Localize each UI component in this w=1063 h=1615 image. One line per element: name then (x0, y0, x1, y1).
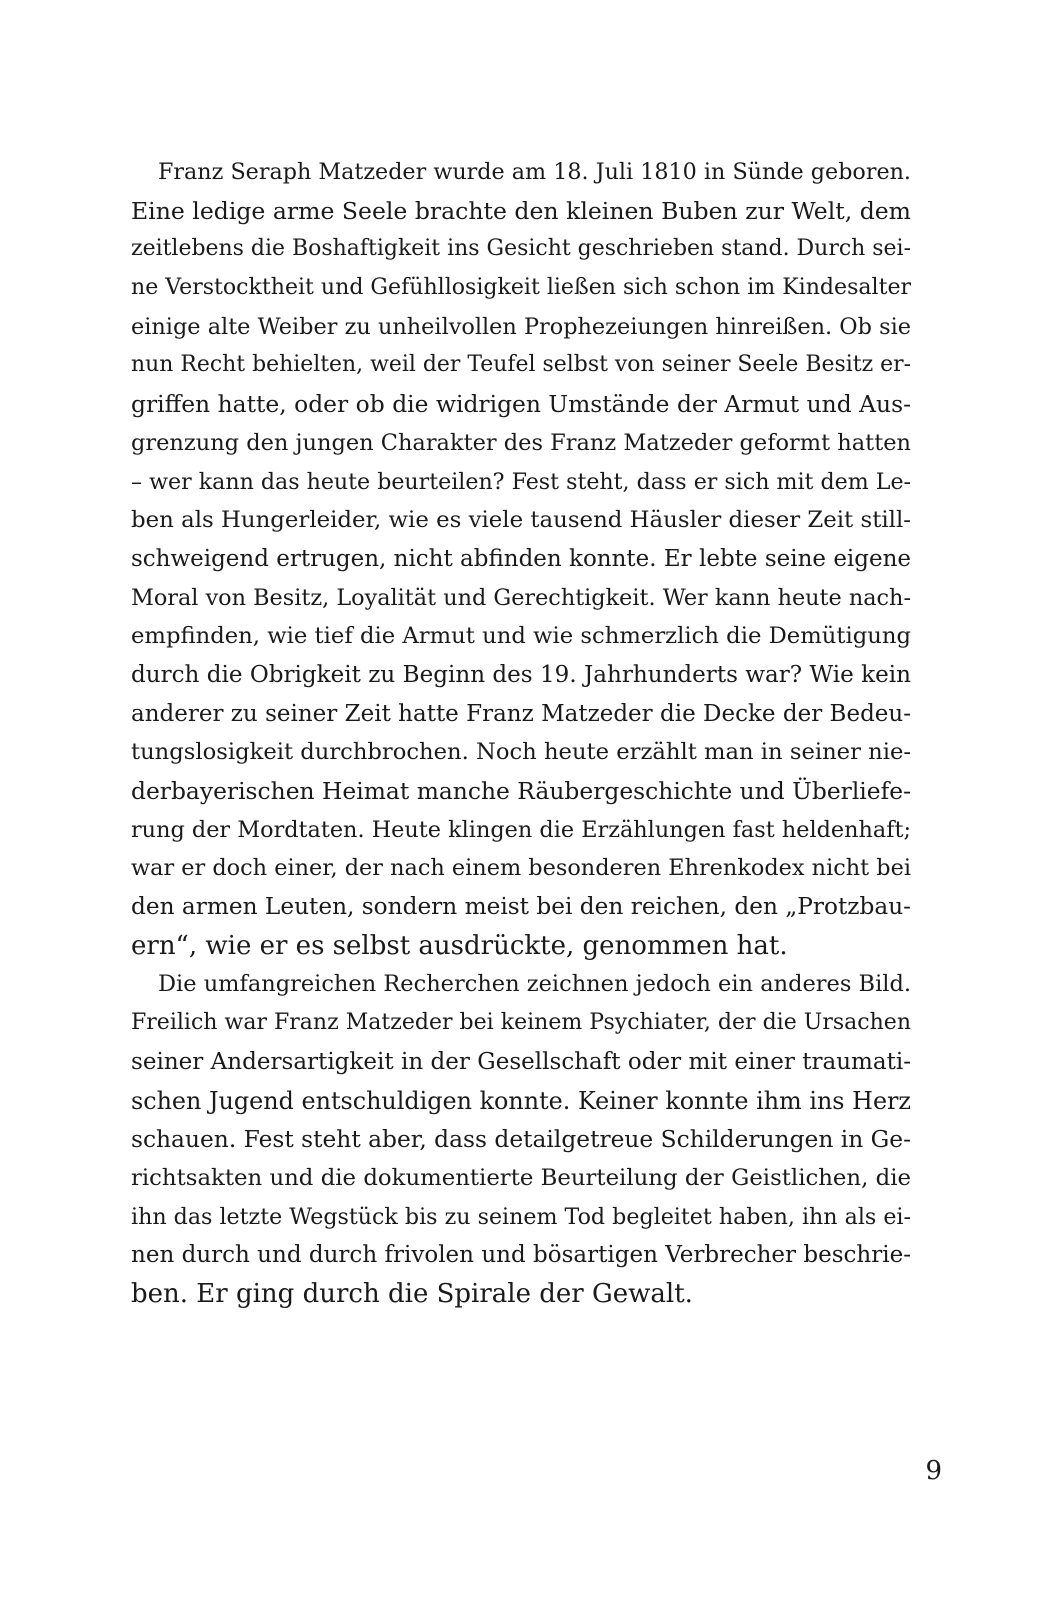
page-number: 9 (925, 1456, 942, 1486)
text-line: empfinden, wie tief die Armut und wie schmerzlich die Demütigung (131, 623, 911, 650)
text-line: rung der Mordtaten. Heute klingen die Erzählungen fast heldenhaft; (131, 816, 911, 843)
text-line: nen durch und durch frivolen und bösartigen Verbrecher beschrie- (131, 1242, 912, 1269)
paragraph-1 (131, 153, 911, 965)
text-line: zeitlebens die Boshaftigkeit ins Gesicht geschrieben stand. Durch sei- (131, 236, 911, 262)
text-line: Freilich war Franz Matzeder bei keinem Psychiater, der die Ursachen (131, 1010, 911, 1036)
text-line: ben. Er ging durch die Spirale der Gewalt. (131, 1278, 693, 1309)
text-line: ihn das letzte Wegstück bis zu seinem Tod begleitet haben, ihn als ei- (131, 1203, 911, 1230)
text-line: schen Jugend entschuldigen konnte. Keiner konnte ihm ins Herz (131, 1086, 911, 1115)
text-line: durch die Obrigkeit zu Beginn des 19. Jahrhunderts war? Wie kein (131, 661, 911, 688)
paragraph-2 (131, 965, 911, 1313)
text-line: griffen hatte, oder ob die widrigen Umstände der Armut und Aus- (131, 390, 911, 419)
text-line: Die umfangreichen Recherchen zeichnen jedoch ein anderes Bild. (158, 971, 911, 998)
text-line: ern“, wie er es selbst ausdrückte, genommen hat. (131, 930, 788, 961)
text-line: ben als Hungerleider, wie es viele tausend Häusler dieser Zeit still- (131, 507, 911, 534)
text-line: war er doch einer, der nach einem besonderen Ehrenkodex nicht bei (131, 855, 911, 882)
text-line: den armen Leuten, sondern meist bei den reichen, den „Protzbau- (131, 893, 911, 921)
text-line: derbayerischen Heimat manche Räubergeschichte und Überliefe- (131, 777, 911, 805)
text-line: Moral von Besitz, Loyalität und Gerechtigkeit. Wer kann heute nach- (131, 584, 911, 611)
text-line: Eine ledige arme Seele brachte den kleinen Buben zur Welt, dem (131, 196, 911, 225)
text-line: tungslosigkeit durchbrochen. Noch heute erzählt man in seiner nie- (131, 739, 911, 766)
text-line: nun Recht behielten, weil der Teufel selbst von seiner Seele Besitz er- (131, 352, 911, 378)
text-line: einige alte Weiber zu unheilvollen Prophezeiungen hinreißen. Ob sie (131, 313, 911, 340)
text-line: Franz Seraph Matzeder wurde am 18. Juli 1810 in Sünde geboren. (158, 159, 911, 185)
text-line: seiner Andersartigkeit in der Gesellschaft oder mit einer traumati- (131, 1048, 911, 1075)
text-line: – wer kann das heute beurteilen? Fest steht, dass er sich mit dem Le- (131, 468, 911, 495)
text-line: schweigend ertrugen, nicht abfinden konnte. Er lebte seine eigene (131, 545, 911, 572)
text-line: grenzung den jungen Charakter des Franz Matzeder geformt hatten (131, 429, 911, 456)
text-line: richtsakten und die dokumentierte Beurteilung der Geistlichen, die (131, 1164, 911, 1191)
text-line: anderer zu seiner Zeit hatte Franz Matzeder die Decke der Bedeu- (131, 700, 911, 727)
body-text (131, 153, 911, 1314)
text-line: schauen. Fest steht aber, dass detailgetreue Schilderungen in Ge- (131, 1125, 911, 1154)
text-line: ne Verstocktheit und Gefühllosigkeit ließen sich schon im Kindesalter (131, 275, 912, 301)
